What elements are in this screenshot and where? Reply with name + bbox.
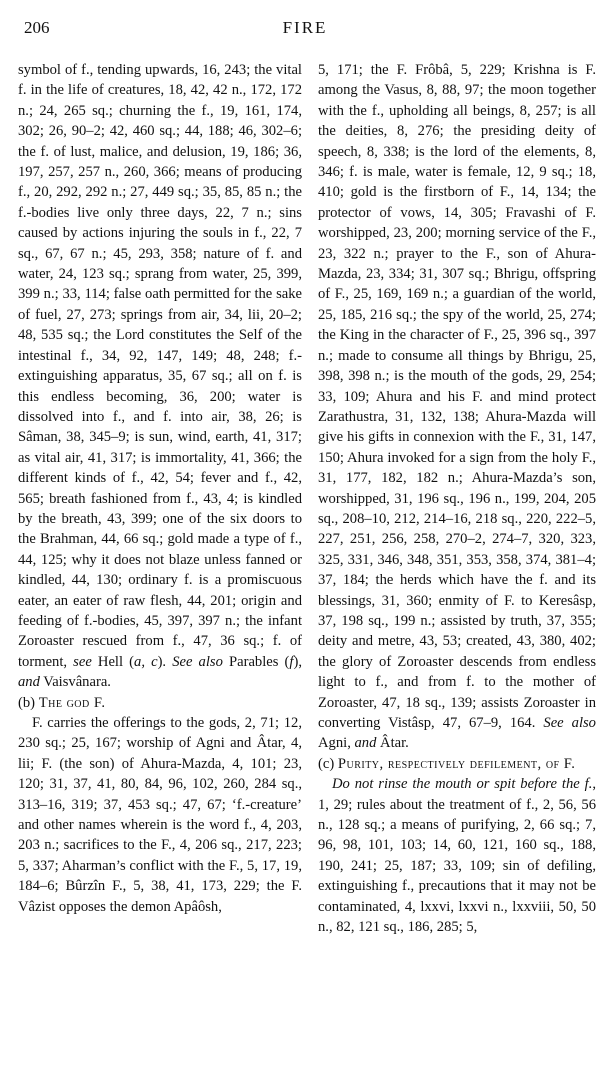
running-title: FIRE xyxy=(282,18,328,37)
paren-close-2: ), xyxy=(293,653,302,670)
paren-close: ). xyxy=(157,653,173,670)
see-ref: see xyxy=(73,653,92,670)
section-c-body: , 1, 29; rules about the treatment of f., 2, 56, 56 n., 128 sq.; a means of purifying, 2, 66 sq.; 7, 96, 98, 101, 103; 14, 60, 121, 160 sq., 188, 190, 241; 25, 187; 33, 109; sin of defiling, extinguishing f., precautions that it may not be contaminated, 4, lxxvi, lxxvi n., lxxviii, 50, 50 n., 82, 121 sq., 186, 285; 5, xyxy=(318,776,596,936)
hell-sub: a, c xyxy=(134,653,158,670)
hell-ref: Hell ( xyxy=(91,653,135,670)
index-entry-text-continued xyxy=(318,60,596,754)
and-word-2: and xyxy=(354,735,377,752)
section-heading-c xyxy=(318,754,596,774)
right-column xyxy=(318,60,596,937)
page-header xyxy=(24,18,586,42)
section-c-text xyxy=(318,774,596,937)
vaisvanara-ref: Vaisvânara. xyxy=(39,674,111,691)
section-label-b: (b) xyxy=(18,694,36,711)
section-title-b: The god F. xyxy=(38,694,106,711)
left-column xyxy=(18,60,302,917)
section-heading-b xyxy=(18,693,302,713)
section-b-text: F. carries the offerings to the gods, 2, 71; 12, 230 sq.; 25, 167; worship of Agni and Âtar, 4, lii; F. (the son) of Ahura-Mazda, 4, 101; 23, 120; 31, 37, 41, 80, 84, 96, 102, 260, 284 sq., 313–16, 319; 37, 453 sq.; 47, 67; ‘f.-creature’ and other names wherein is the word f., 4, 203, 203 n.; sacrifices to the F., 4, 206 sq., 217, 223; 5, 337; Aharman’s conflict with the F., 5, 17, 19, 184–6; Bûrzîn F., 5, 38, 41, 173, 229; the F. Vâzist opposes the demon Apâôsh, xyxy=(18,715,302,915)
section-title-c: Purity, respectively defilement, of F. xyxy=(337,755,576,772)
agni-ref: Agni, xyxy=(318,735,355,752)
entry-body: symbol of f., tending upwards, 16, 243; the vital f. in the life of creatures, 18, 42, 42 n., 172, 172 n.; 24, 265 sq.; churning the f., 19, 161, 174, 302; 26, 90–2; 42, 460 sq.; 44, 188; 46, 302–6; the f. of lust, malice, and delusion, 19, 186; 36, 197, 257, 257 n., 260, 366; means of producing f., 20, 292, 292 n.; 27, 449 sq.; 35, 85, 85 n.; the f.-bodies live only three days, 22, 7 n.; sins caused by actions injuring the souls in f., 22, 7 sq., 67, 67 n.; 45, 293, 358; nature of f. and water, 24, 123 sq.; sprang from water, 25, 399, 399 n.; 33, 114; false oath permitted for the sake of fuel, 27, 273; springs from air, 34, lii, 20–2; 48, 535 sq.; the Lord constitutes the Self of the intestinal f., 34, 92, 147, 149; 48, 248; f.-extinguishing apparatus, 35, 67 sq.; all on f. is this endless becoming, 36, 200; water is dissolved into f., and f. into air, 38, 26; is Sâman, 38, 345–9; is sun, wind, earth, 41, 317; as vital air, 41, 317; is immortality, 41, 366; the different kinds of f., 42, 54; fever and f., 42, 565; breath fashioned from f., 43, 4; is kindled by the breath, 43, 399; one of the six doors to the Brahman, 44, 66 sq.; gold made a type of f., 44, 125; why it does not blaze unless fanned or kindled, 44, 130; ordinary f. is a promiscuous eater, an eater of raw flesh, 44, 201; origin and feeding of f.-bodies, 45, 397, 397 n.; the infant Zoroaster rescued from f., 47, 36 sq.; f. of torment, xyxy=(18,62,302,670)
atar-ref: Âtar. xyxy=(376,735,409,752)
index-entry-text xyxy=(18,60,302,693)
parables-sub: f xyxy=(289,653,294,670)
page-number: 206 xyxy=(24,18,50,37)
and-word: and xyxy=(18,674,40,691)
see-also-ref-2: See also xyxy=(543,715,596,731)
see-also-ref: See also xyxy=(172,653,223,670)
entry-body-2: 5, 171; the F. Frôbâ, 5, 229; Krishna is F. among the Vasus, 8, 88, 97; the moon together with the f., upholding all beings, 8, 257; is all the deities, 8, 276; the presiding deity of speech, 8, 338; is the lord of the elements, 8, 346; f. is male, water is female, 12, 9 sq.; 18, 410; gold is the firstborn of F., 14, 134; the protector of vows, 14, 305; Fravashi of F. worshipped, 23, 200; morning service of the F., 23, 322 n.; prayer to the F., son of Ahura-Mazda, 23, 334; 31, 307 sq.; Bhrigu, offspring of F., 25, 169, 169 n.; a guardian of the world, 25, 185, 216 sq.; the spy of the world, 25, 274; the King in the character of F., 25, 396 sq., 397 n.; made to consume all things by Bhrigu, 25, 398, 398 n.; is the mouth of the gods, 29, 254; 33, 109; Ahura and his F. and mind protect Zarathustra, 31, 132, 138; Ahura-Mazda will give his gifts in connexion with the F., 31, 147, 150; Ahura invoked for a sign from the holy F., 31, 177, 182, 182 n.; Ahura-Mazda’s son, worshipped, 31, 196 sq., 196 n., 199, 204, 205 sq., 208–10, 212, 214–16, 218 sq., 220, 222–5, 227, 251, 256, 258, 270–2, 274–7, 320, 323, 325, 331, 346, 348, 351, 353, 358, 374, 381–4; 37, 184; the herds which have the f. and its blessings, 31, 360; enmity of F. to Keresâsp, 37, 198 sq., 199 n.; assisted by truth, 37, 355; deity and metre, 43, 53; created, 43, 380, 402; the glory of Zoroaster descends from endless light to f., and from f. to the mother of Zoroaster, 47, 18 sq., 139; assists Zoroaster in converting Vistâsp, 47, 67–9, 164. xyxy=(318,62,596,731)
section-label-c: (c) xyxy=(318,755,335,772)
parables-ref: Parables ( xyxy=(222,653,290,670)
rinse-rule: Do not rinse the mouth or spit before the f. xyxy=(332,776,593,793)
